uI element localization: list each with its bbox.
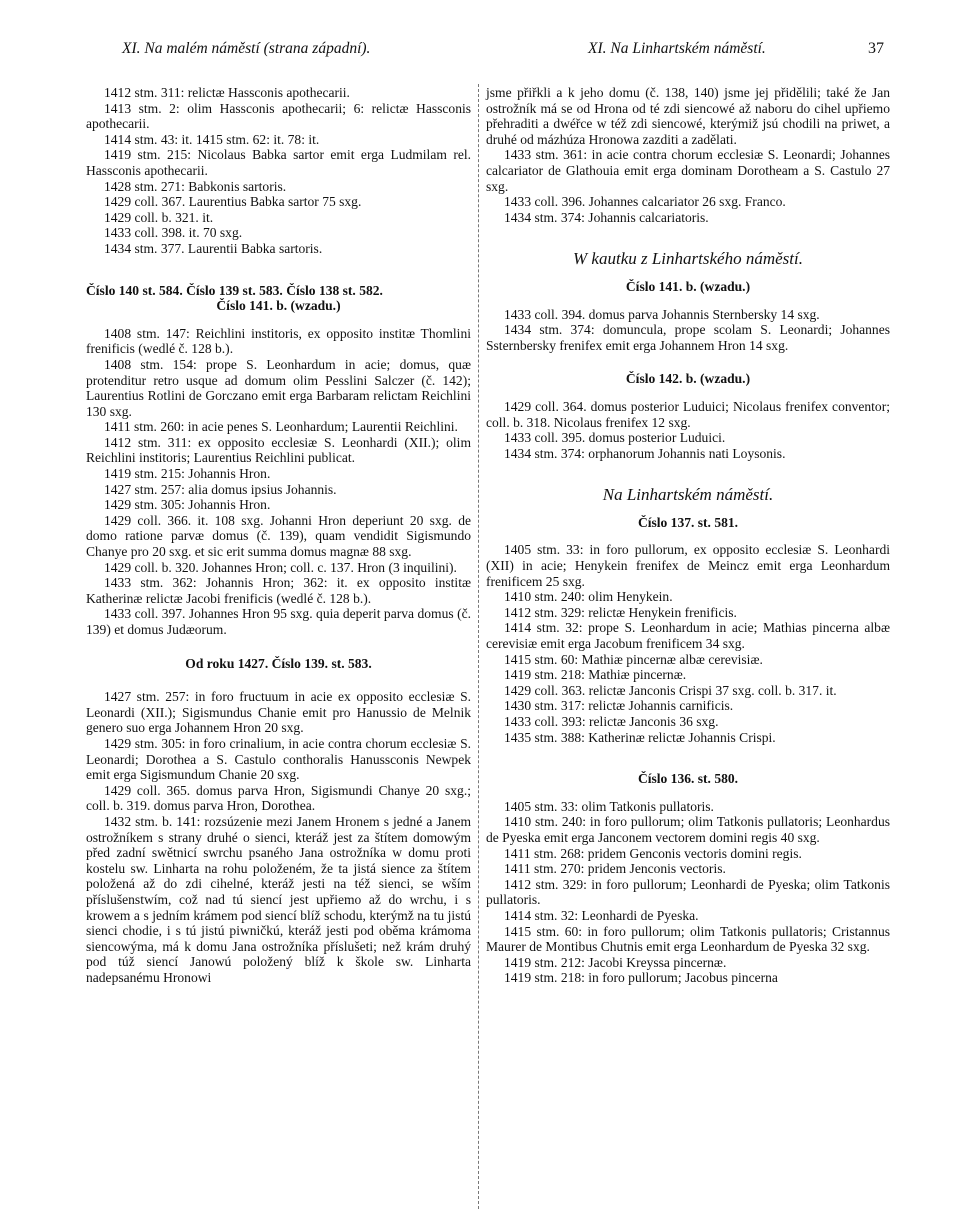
record-entry: 1433 coll. 396. Johannes calcariator 26 sxg. Franco.: [504, 194, 786, 210]
spacer: [86, 257, 471, 283]
spacer: [486, 530, 890, 542]
page-number: 37: [868, 40, 884, 57]
entry-heading-text: Číslo 141. b. (wzadu.): [216, 298, 341, 314]
record-entry: 1429 coll. 366. it. 108 sxg. Johanni Hron deperiunt 20 sxg. de domo ratione parvæ domus (č. 139), quam vendidit Sigismundo Chanye pro 20 sxg. et sic erit summa domus magnæ 88 sxg.: [86, 512, 471, 560]
entry-heading-text: Číslo 141. b. (wzadu.): [625, 278, 751, 294]
entry-heading-text: Číslo 142. b. (wzadu.): [625, 371, 751, 387]
section-heading: W kautku z Linhartského náměstí.: [573, 249, 803, 269]
entry-heading: [486, 771, 890, 787]
entry-heading-text: Od roku 1427. Číslo 139. st. 583.: [185, 655, 372, 671]
entry-heading: [486, 279, 890, 295]
spacer: [486, 745, 890, 771]
record-entry: 1412 stm. 329: in foro pullorum; Leonhardi de Pyeska; olim Tatkonis pullatoris.: [486, 876, 890, 908]
record-entry: 1405 stm. 33: in foro pullorum, ex opposito ecclesiæ S. Leonhardi (XII) in acie; Henykein frenifex de Meincz emit erga Leonhardum frenificem 25 sxg.: [486, 542, 890, 589]
record-entry: 1419 stm. 215: Nicolaus Babka sartor emit erga Ludmilam rel. Hassconis apothecarii.: [86, 147, 471, 178]
record-entry: 1414 stm. 32: prope S. Leonhardum in acie; Mathias pincerna albæ cerevisiæ emit erga Jacobum frenificem 34 sxg.: [486, 620, 890, 652]
spacer: [486, 461, 890, 487]
record-entry: 1430 stm. 317: relictæ Johannis carnificis.: [504, 698, 734, 714]
record-entry: jsme přiřkli a k jeho domu (č. 138, 140) jsme jej přidělili; také že Jan ostrožník má se od Hrona od té zdi siencowé až naboru do cihel upřiemo přehraditi a dwéřce w též zdi siencowé, kterýmiž jsú chodili na priwet, a druhé od mázhúza Hronowa zazditi a zadělati.: [486, 85, 890, 147]
record-entry: 1419 stm. 212: Jacobi Kreyssa pincernæ.: [504, 954, 727, 970]
record-entry: 1433 stm. 362: Johannis Hron; 362: it. ex opposito institæ Katherinæ relictæ Jacobi frenificis (wedlé č. 128 b.).: [86, 575, 471, 606]
record-entry: 1433 coll. 395. domus posterior Luduici.: [504, 430, 726, 446]
record-entry: 1429 coll. 364. domus posterior Luduici; Nicolaus frenifex conventor; coll. b. 318. Nicolaus frenifex 12 sxg.: [486, 398, 890, 430]
record-entry: 1433 coll. 398. it. 70 sxg.: [104, 225, 243, 241]
right-column: [486, 85, 890, 986]
entry-heading-text: Číslo 136. st. 580.: [637, 771, 739, 787]
record-entry: 1415 stm. 60: in foro pullorum; olim Tatkonis pullatoris; Cristannus Maurer de Montibus Chutnis emit erga Leonhardum de Pyeska 32 sxg.: [486, 923, 890, 955]
record-entry: 1405 stm. 33: olim Tatkonis pullatoris.: [504, 798, 714, 814]
spacer: [486, 787, 890, 799]
spacer: [86, 314, 471, 326]
record-entry: 1435 stm. 388: Katherinæ relictæ Johannis Crispi.: [504, 729, 776, 745]
record-entry: 1427 stm. 257: in foro fructuum in acie ex opposito ecclesiæ S. Leonardi (XII.); Sigismundus Chanie emit pro Hanussio de Melnik genero suo erga Johannem Hron 20 sxg.: [86, 689, 471, 736]
record-entry: 1428 stm. 271: Babkonis sartoris.: [104, 178, 287, 194]
spacer: [86, 638, 471, 656]
spacer: [486, 353, 890, 371]
record-entry: 1433 coll. 393: relictæ Janconis 36 sxg.: [504, 714, 719, 729]
record-entry: 1413 stm. 2: olim Hassconis apothecarii; 6: relictæ Hassconis apothecarii.: [86, 100, 471, 132]
entry-heading: [86, 656, 471, 672]
record-entry: 1427 stm. 257: alia domus ipsius Johannis.: [104, 481, 337, 497]
running-header-right: XI. Na Linhartském náměstí.: [588, 40, 766, 57]
column-divider: [478, 84, 479, 1209]
record-entry: 1429 coll. b. 320. Johannes Hron; coll. c. 137. Hron (3 inquilini).: [104, 559, 457, 575]
record-entry: 1410 stm. 240: in foro pullorum; olim Tatkonis pullatoris; Leonhardus de Pyeska emit erga Janconem vectorem domini regis 40 sxg.: [486, 814, 890, 845]
record-entry: 1434 stm. 374: orphanorum Johannis nati Loysonis.: [504, 445, 786, 461]
record-entry: 1408 stm. 154: prope S. Leonhardum in acie; domus, quæ protenditur retro usque ad domum olim Pesslini Salczer (č. 142); Laurentius Rotlini de Gorczano emit erga Barbaram relictam Reichlini 130 sxg.: [86, 356, 471, 419]
entry-heading: [486, 515, 890, 531]
entry-heading: [86, 298, 471, 314]
section-heading: Na Linhartském náměstí.: [602, 485, 774, 505]
record-entry: 1434 stm. 374: Johannis calcariatoris.: [504, 209, 709, 225]
record-entry: 1429 stm. 305: in foro crinalium, in acie contra chorum ecclesiæ S. Leonardi; Dorothea a S. Castulo conthoralis Hanussconis Newpek emit erga Sigismundum Chanie 20 sxg.: [86, 735, 471, 783]
record-entry: 1415 stm. 60: Mathiæ pincernæ albæ cerevisiæ.: [504, 651, 763, 667]
running-header-left: XI. Na malém náměstí (strana západní).: [122, 40, 371, 57]
spacer: [86, 671, 471, 689]
record-entry: 1419 stm. 215: Johannis Hron.: [104, 466, 271, 482]
record-entry: 1412 stm. 311: relictæ Hassconis apothecarii.: [104, 85, 350, 100]
record-entry: 1433 coll. 397. Johannes Hron 95 sxg. quia deperit parva domus (č. 139) et domus Judæorum.: [86, 606, 471, 637]
record-entry: 1412 stm. 329: relictæ Henykein frenificis.: [504, 604, 737, 620]
record-entry: 1414 stm. 43: it. 1415 stm. 62: it. 78: it.: [104, 131, 320, 147]
record-entry: 1411 stm. 260: in acie penes S. Leonhardum; Laurentii Reichlini.: [104, 419, 458, 435]
record-entry: 1419 stm. 218: Mathiæ pincernæ.: [504, 667, 687, 683]
record-entry: 1429 coll. b. 321. it.: [104, 209, 214, 225]
entry-heading: [486, 371, 890, 387]
record-entry: 1414 stm. 32: Leonhardi de Pyeska.: [504, 907, 699, 923]
record-entry: 1432 stm. b. 141: rozsúzenie mezi Janem Hronem s jedné a Janem ostrožníkem s strany druhé o sienci, kteráž jest za štítem domowým před zadní swětnicí swrchu psaného Jana ostrožníka w domu proti kostelu sw. Linharta na rohu položeném, že ta jistá sience za štítem položená až do zdi cihelné, kteráž jesti na též sienci, se wším příslušenstwím, což nad tú siencí jest upřiemo až do wrchu, i s krowem a s jedním krámem pod siencí blíž schodu, kterýmž na tu jistú sienci chodie, i s tú jistú piwničkú, kteráž jesti pod oběma krámoma siencowýma, má k domu Jana ostrožníka příslušeti; než krám druhý pod túž siencí Janowú položený blíž k škole sw. Linharta nadepsanému Hronowi: [86, 813, 471, 985]
record-entry: 1408 stm. 147: Reichlini institoris, ex opposito institæ Thomlini frenificis (wedlé č. 128 b.).: [86, 325, 471, 357]
spacer: [486, 267, 890, 279]
entry-heading-text: Číslo 137. st. 581.: [637, 514, 739, 530]
record-entry: 1429 stm. 305: Johannis Hron.: [104, 497, 271, 513]
spacer: [486, 503, 890, 515]
house-numbers-line: Číslo 140 st. 584. Číslo 139 st. 583. Číslo 138 st. 582.: [86, 282, 383, 298]
record-entry: 1410 stm. 240: olim Henykein.: [504, 589, 673, 605]
record-entry: 1429 coll. 363. relictæ Janconis Crispi 37 sxg. coll. b. 317. it.: [504, 682, 837, 698]
spacer: [486, 225, 890, 251]
record-entry: 1433 stm. 361: in acie contra chorum ecclesiæ S. Leonardi; Johannes calcariator de Glathouia emit erga dominam Dorotheam a S. Castulo 27 sxg.: [486, 147, 890, 194]
record-entry: 1419 stm. 218: in foro pullorum; Jacobus pincerna: [504, 970, 778, 986]
record-entry: 1433 coll. 394. domus parva Johannis Sternbersky 14 sxg.: [504, 306, 820, 322]
record-entry: 1434 stm. 374: domuncula, prope scolam S. Leonardi; Johannes Ssternbersky frenifex emit erga Johannem Hron 14 sxg.: [486, 322, 890, 353]
record-entry: 1429 coll. 367. Laurentius Babka sartor 75 sxg.: [104, 194, 362, 210]
record-entry: 1434 stm. 377. Laurentii Babka sartoris.: [104, 240, 323, 256]
spacer: [486, 387, 890, 399]
record-entry: 1429 coll. 365. domus parva Hron, Sigismundi Chanye 20 sxg.; coll. b. 319. domus parva Hron, Dorothea.: [86, 782, 471, 814]
record-entry: 1411 stm. 270: pridem Jenconis vectoris.: [504, 861, 726, 877]
record-entry: 1412 stm. 311: ex opposito ecclesiæ S. Leonhardi (XII.); olim Reichlini institoris; Laurentius Reichlini publicat.: [86, 434, 471, 466]
record-entry: 1411 stm. 268: pridem Genconis vectoris domini regis.: [504, 845, 802, 861]
spacer: [486, 295, 890, 307]
left-column: [86, 85, 471, 985]
